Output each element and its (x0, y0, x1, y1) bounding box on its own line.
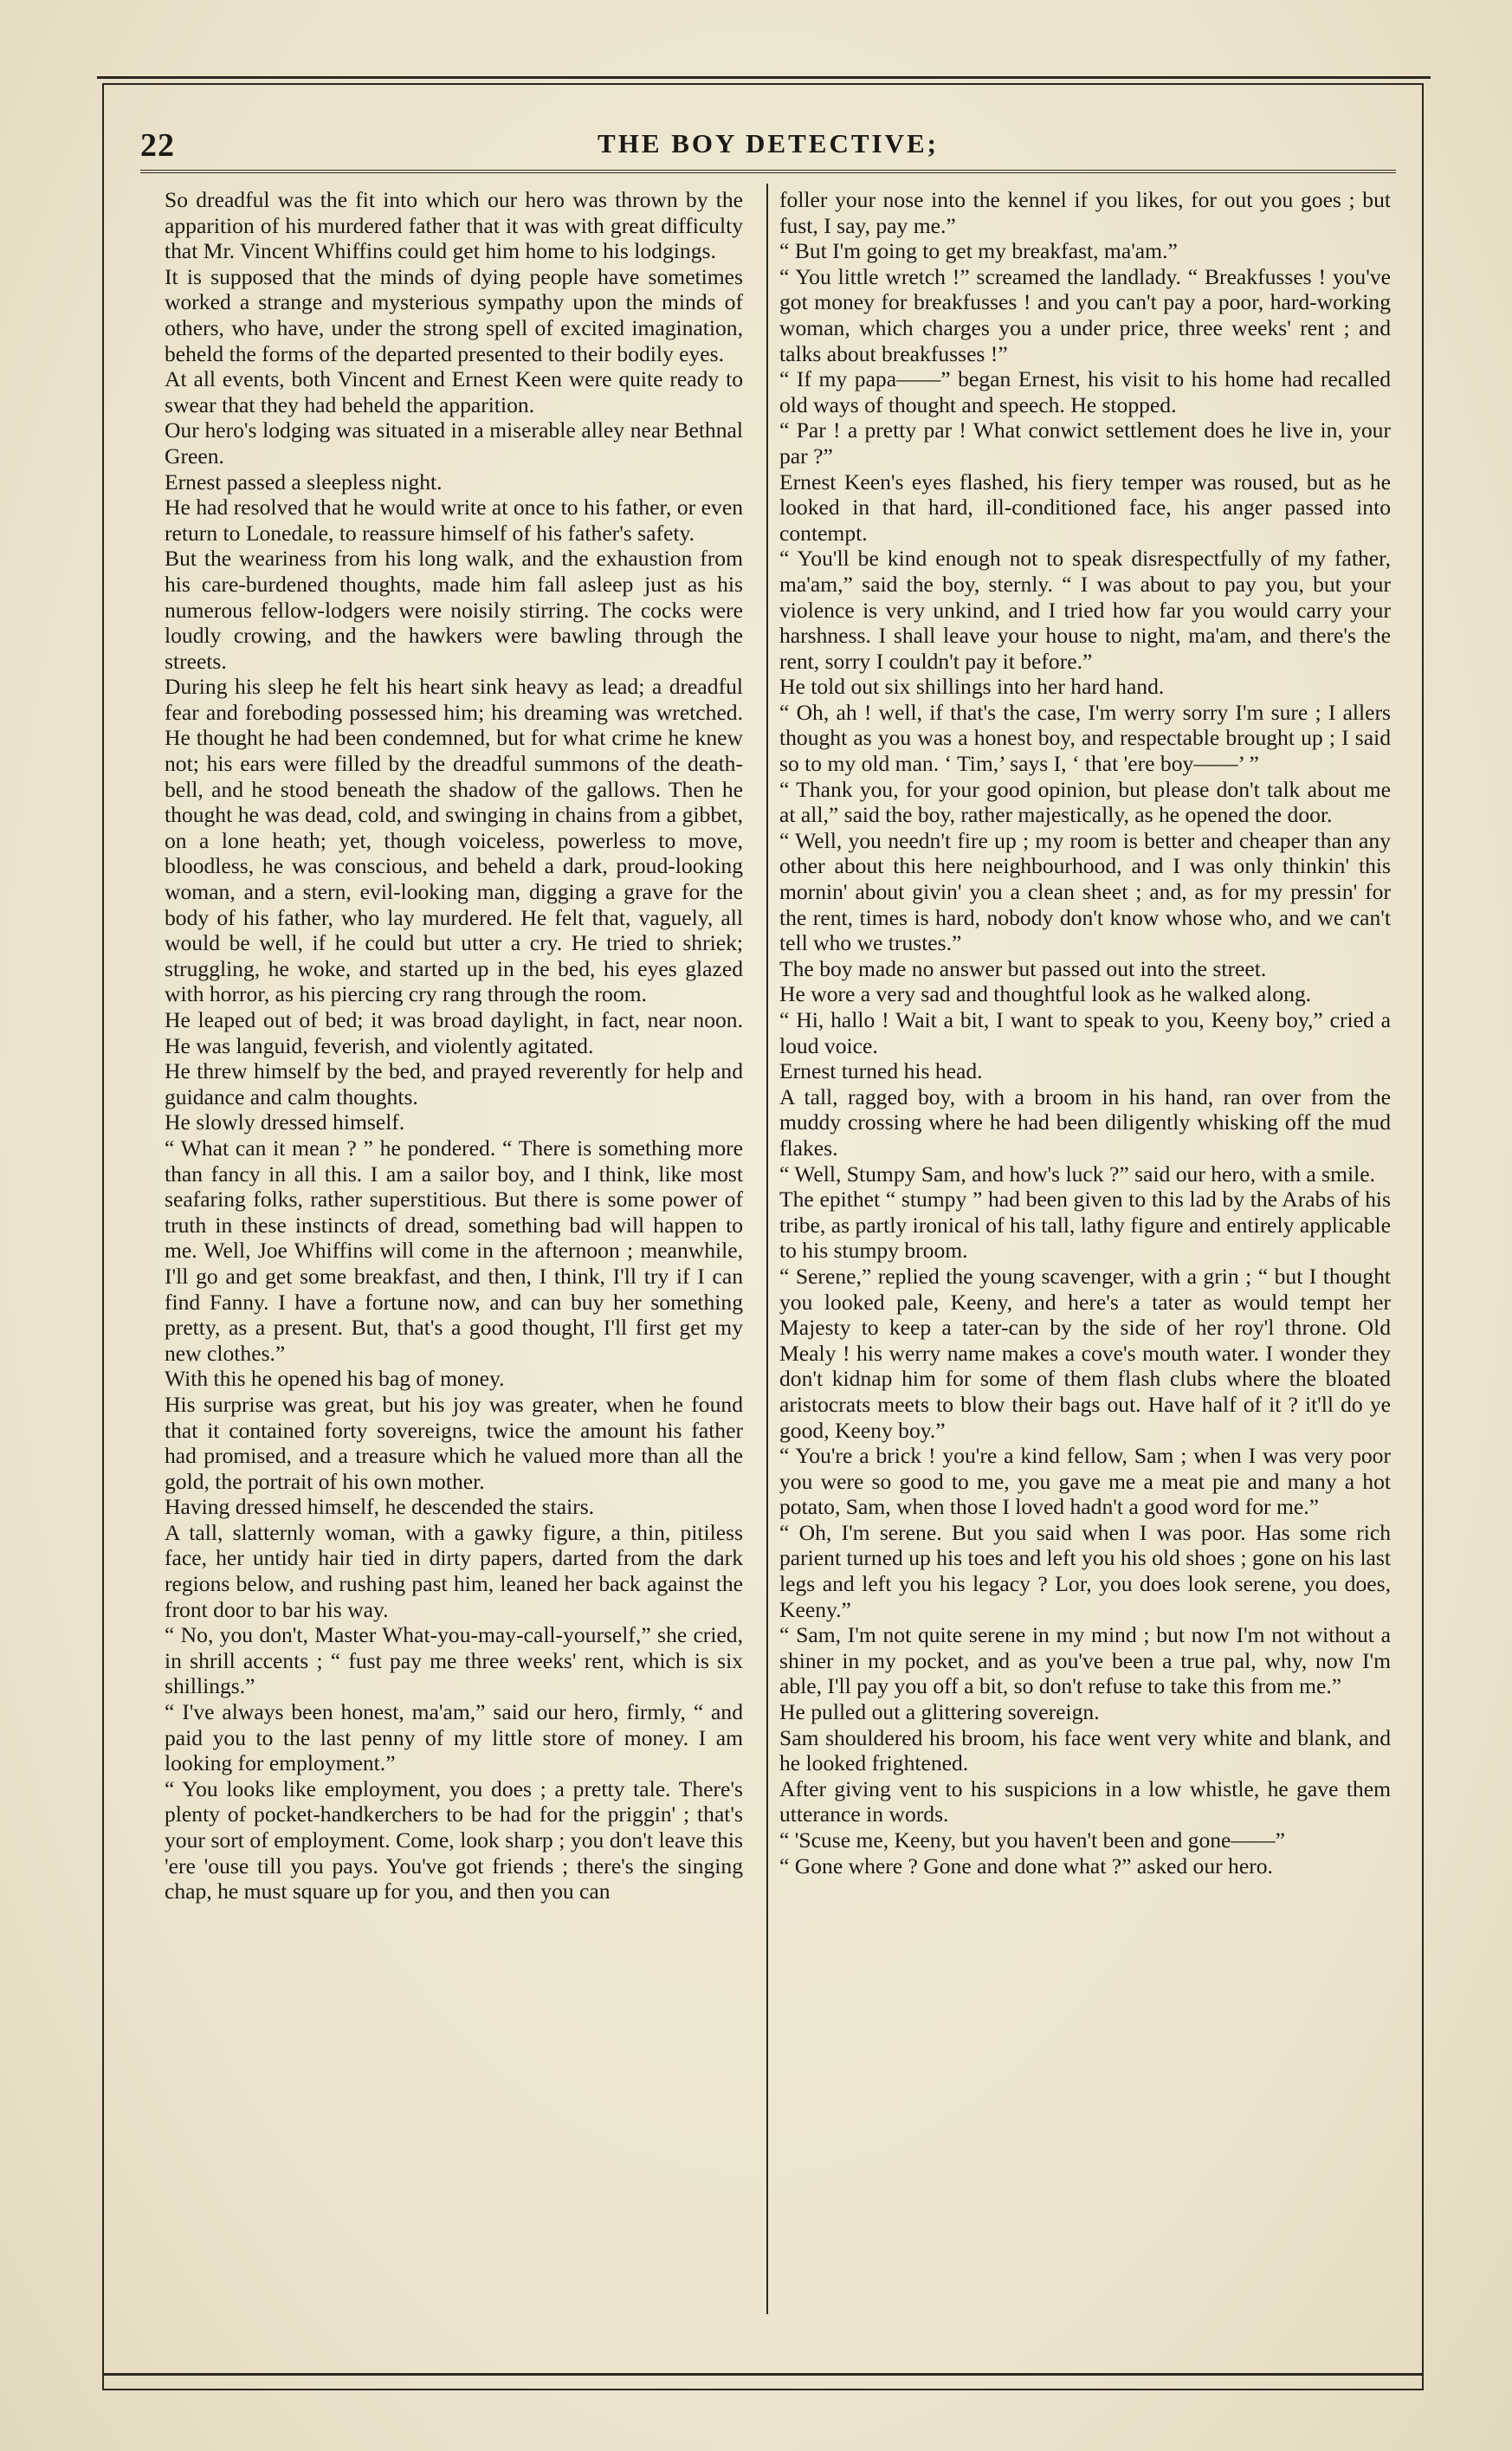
column-divider (766, 184, 768, 2314)
paragraph: The boy made no answer but passed out into the street. (779, 955, 1267, 981)
paragraph: “ I've always been honest, ma'am,” said our hero, firmly, “ and paid you to the last penny of my little store of money. I am looking for employment.” (165, 1699, 743, 1776)
running-title: THE BOY DETECTIVE; (598, 128, 939, 158)
paragraph: A tall, slatternly woman, with a gawky figure, a thin, pitiless face, her untidy hair tied in dirty papers, darted from the dark regions below, and rushing past him, leaned her back against the front door to bar his way. (165, 1519, 743, 1622)
paragraph: “ Hi, hallo ! Wait a bit, I want to speak to you, Keeny boy,” cried a loud voice. (779, 1007, 1391, 1058)
paragraph: “ Well, you needn't fire up ; my room is better and cheaper than any other about this here neighbourhood, and I was only thinkin' this mornin' about givin' you a clean sheet ; and, as for my pressin' for the rent, times is hard, nobody don't know whose who, and we can't tell who we trustes.” (779, 827, 1391, 956)
paragraph: So dreadful was the fit into which our hero was thrown by the apparition of his murdered father that it was with great difficulty that Mr. Vincent Whiffins could get him home to his lodgings. (165, 187, 743, 264)
paragraph: He slowly dressed himself. (165, 1109, 405, 1135)
left-column (165, 187, 743, 1905)
paragraph: Ernest Keen's eyes flashed, his fiery temper was roused, but as he looked in that hard, ill-conditioned face, his anger passed into contempt. (779, 469, 1391, 546)
paragraph: He told out six shillings into her hard hand. (779, 674, 1165, 700)
paragraph: “ You little wretch !” screamed the landlady. “ Breakfusses ! you've got money for breakfusses ! and you can't pay a poor, hard-working woman, which charges you a under price, three weeks' rent ; and talks about breakfusses !” (779, 263, 1391, 366)
paragraph: “ You're a brick ! you're a kind fellow, Sam ; when I was very poor you were so good to me, you gave me a meat pie and many a hot potato, Sam, when those I loved hadn't a good word for me.” (779, 1443, 1391, 1520)
paragraph: “ 'Scuse me, Keeny, but you haven't been and gone——” (779, 1827, 1285, 1853)
paragraph: “ No, you don't, Master What-you-may-call-yourself,” she cried, in shrill accents ; “ fust pay me three weeks' rent, which is six shillings.” (165, 1622, 743, 1699)
paragraph: The epithet “ stumpy ” had been given to this lad by the Arabs of his tribe, as partly ironical of his tall, lathy figure and entirely applicable to his stumpy broom. (779, 1187, 1391, 1264)
paragraph: His surprise was great, but his joy was greater, when he found that it contained forty sovereigns, twice the amount his father had promised, and a treasure which he valued more than all the gold, the portrait of his own mother. (165, 1391, 743, 1494)
paragraph: He threw himself by the bed, and prayed reverently for help and guidance and calm thoughts. (165, 1058, 743, 1109)
paragraph: But the weariness from his long walk, and the exhaustion from his care-burdened thoughts, made him fall asleep just as his numerous fellow-lodgers were noisily stirring. The cocks were loudly crowing, and the hawkers were bawling through the streets. (165, 546, 743, 674)
running-header (140, 121, 1396, 173)
footer-rule (102, 2373, 1424, 2376)
paragraph: “ You'll be kind enough not to speak disrespectfully of my father, ma'am,” said the boy, sternly. “ I was about to pay you, but your violence is very unkind, and I tried how far you would carry your harshness. I shall leave your house to night, ma'am, and there's the rent, sorry I couldn't pay it before.” (779, 546, 1391, 674)
paragraph: Ernest turned his head. (779, 1058, 983, 1084)
paragraph: After giving vent to his suspicions in a low whistle, he gave them utterance in words. (779, 1775, 1391, 1827)
paragraph: Having dressed himself, he descended the stairs. (165, 1494, 595, 1520)
paragraph: He wore a very sad and thoughtful look as he walked along. (779, 981, 1312, 1007)
page-number: 22 (140, 127, 175, 164)
paragraph: “ Thank you, for your good opinion, but please don't talk about me at all,” said the boy, rather majestically, as he opened the door. (779, 776, 1391, 828)
paragraph: “ Par ! a pretty par ! What conwict settlement does he live in, your par ?” (779, 417, 1391, 469)
paragraph: “ Well, Stumpy Sam, and how's luck ?” said our hero, with a smile. (779, 1161, 1376, 1187)
paragraph: Sam shouldered his broom, his face went very white and blank, and he looked frightened. (779, 1724, 1391, 1776)
paragraph: During his sleep he felt his heart sink heavy as lead; a dreadful fear and foreboding possessed him; his dreaming was wretched. He thought he had been condemned, but for what crime he knew not; his ears were filled by the dreadful summons of the death-bell, and he stood beneath the shadow of the gallows. Then he thought he was dead, cold, and swinging in chains from a gibbet, on a lone heath; yet, though voiceless, powerless to move, bloodless, he was conscious, and beheld a dark, proud-looking woman, and a stern, evil-looking man, digging a grave for the body of his father, who lay murdered. He felt that, vaguely, all would be well, if he could but utter a cry. He tried to shriek; struggling, he woke, and started up in the bed, his eyes glazed with horror, as his piercing cry rang through the room. (165, 674, 743, 1007)
paragraph: “ Serene,” replied the young scavenger, with a grin ; “ but I thought you looked pale, Keeny, and here's a tater as would tempt her Majesty to keep a tater-can by the side of her roy'l throne. Old Mealy ! his werry name makes a cove's mouth water. I wonder they don't kidnap him for some of them flash clubs where the bloated aristocrats meets to blow their bags out. Have half of it ? it'll do ye good, Keeny boy.” (779, 1263, 1391, 1443)
paragraph: A tall, ragged boy, with a broom in his hand, ran over from the muddy crossing where he had been diligently whisking off the mud flakes. (779, 1083, 1391, 1161)
paragraph: Our hero's lodging was situated in a miserable alley near Bethnal Green. (165, 417, 743, 469)
paragraph: He leaped out of bed; it was broad daylight, in fact, near noon. He was languid, feverish, and violently agitated. (165, 1007, 743, 1058)
paragraph: “ Gone where ? Gone and done what ?” asked our hero. (779, 1853, 1273, 1879)
paragraph: “ Sam, I'm not quite serene in my mind ; but now I'm not without a shiner in my pocket, and as you've been a true pal, why, now I'm able, I'll pay you off a bit, so don't refuse to take this from me.” (779, 1622, 1391, 1699)
right-column (779, 187, 1391, 1879)
paragraph: “ But I'm going to get my breakfast, ma'am.” (779, 238, 1178, 264)
paragraph: foller your nose into the kennel if you likes, for out you goes ; but fust, I say, pay me.” (779, 187, 1391, 238)
paragraph: He pulled out a glittering sovereign. (779, 1699, 1100, 1725)
paragraph: Ernest passed a sleepless night. (165, 469, 443, 495)
paragraph: He had resolved that he would write at once to his father, or even return to Lonedale, to reassure himself of his father's safety. (165, 495, 743, 546)
paragraph: “ What can it mean ? ” he pondered. “ There is something more than fancy in all this. I am a sailor boy, and I think, like most seafaring folks, rather superstitious. But there is some power of truth in these instincts of dread, something bad will happen to me. Well, Joe Whiffins will come in the afternoon ; meanwhile, I'll go and get some breakfast, and then, I think, I'll try if I can find Fanny. I have a fortune now, and can buy her something pretty, as a present. But, that's a good thought, I'll first get my new clothes.” (165, 1135, 743, 1366)
paragraph: At all events, both Vincent and Ernest Keen were quite ready to swear that they had beheld the apparition. (165, 366, 743, 417)
paragraph: “ If my papa——” began Ernest, his visit to his home had recalled old ways of thought and speech. He stopped. (779, 366, 1391, 417)
frame-top-rule (97, 76, 1431, 79)
paragraph: “ You looks like employment, you does ; a pretty tale. There's plenty of pocket-handkerchers to be had for the priggin' ; that's your sort of employment. Come, look sharp ; you don't leave this 'ere 'ouse till you pays. You've got friends ; there's the singing chap, he must square up for you, and then you can (165, 1775, 743, 1905)
header-rule (140, 170, 1396, 173)
paragraph: It is supposed that the minds of dying people have sometimes worked a strange and mysterious sympathy upon the minds of others, who have, under the strong spell of excited imagination, beheld the forms of the departed presented to their bodily eyes. (165, 263, 743, 366)
paragraph: “ Oh, I'm serene. But you said when I was poor. Has some rich parient turned up his toes and left you his old shoes ; gone on his last legs and left you his legacy ? Lor, you does look serene, you does, Keeny.” (779, 1519, 1391, 1622)
paragraph: With this he opened his bag of money. (165, 1366, 505, 1392)
paragraph: “ Oh, ah ! well, if that's the case, I'm werry sorry I'm sure ; I allers thought as you was a honest boy, and respectable brought up ; I said so to my old man. ‘ Tim,’ says I, ‘ that 'ere boy——’ ” (779, 699, 1391, 777)
